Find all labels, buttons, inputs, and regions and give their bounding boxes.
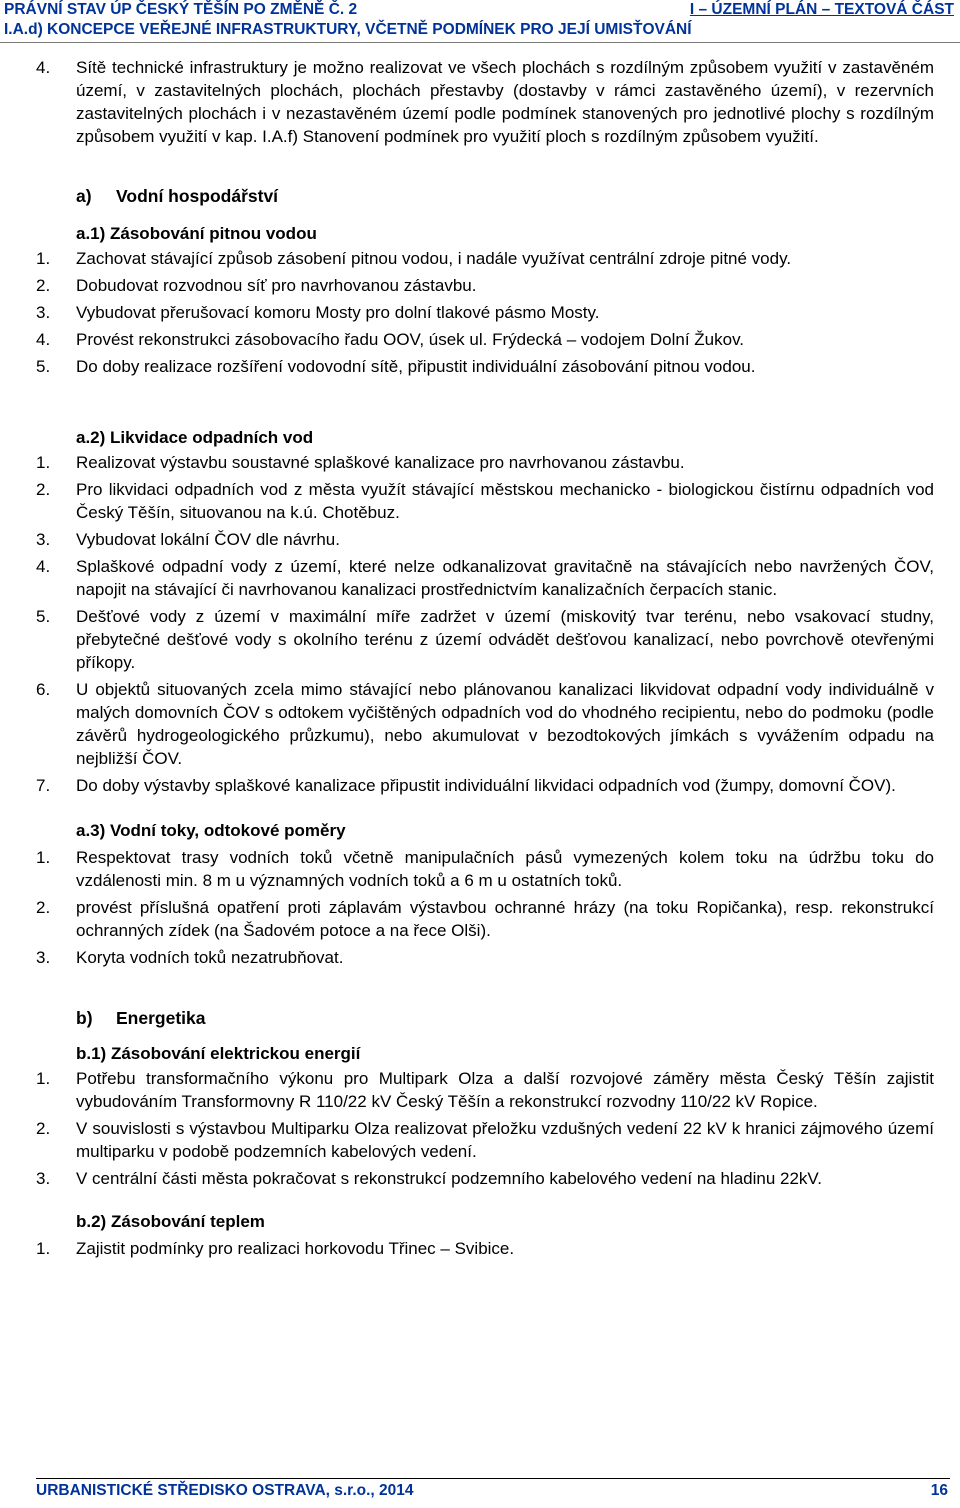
list-item <box>0 1237 960 1260</box>
item-number: 1. <box>36 1239 51 1258</box>
list-item <box>0 328 960 351</box>
item-number: 3. <box>36 948 51 967</box>
item-text: Respektovat trasy vodních toků včetně manipulačních pásů vymezených kolem toku na údržbu toku do vzdálenosti min. 8 m u významných vodních toků a 6 m u ostatních toků. <box>76 848 934 890</box>
list-item <box>0 946 960 969</box>
list-item <box>0 555 960 601</box>
section-b-heading <box>0 1007 960 1030</box>
list-item <box>0 528 960 551</box>
item-number: 6. <box>36 680 51 699</box>
item-text: Potřebu transformačního výkonu pro Multipark Olza a další rozvojové záměry města Český Těšín zajistit vybudováním Transformovny R 110/22 kV Český Těšín a rekonstrukcí rozvodny 110/22 kV Ropice. <box>76 1069 934 1111</box>
list-item <box>0 605 960 674</box>
item-text: Provést rekonstrukci zásobovacího řadu OOV, úsek ul. Frýdecká – vodojem Dolní Žukov. <box>76 330 745 349</box>
subsection-b2-title: b.2) Zásobování teplem <box>76 1212 265 1231</box>
item-text: Do doby realizace rozšíření vodovodní sítě, připustit individuální zásobování pitnou vodou. <box>76 357 756 376</box>
item-text: Koryta vodních toků nezatrubňovat. <box>76 948 344 967</box>
footer-company: URBANISTICKÉ STŘEDISKO OSTRAVA, s.r.o., 2014 <box>36 1482 414 1499</box>
page-header <box>0 0 960 44</box>
item-text: Dobudovat rozvodnou síť pro navrhovanou zástavbu. <box>76 276 477 295</box>
list-item <box>0 1117 960 1163</box>
list-item <box>0 451 960 474</box>
item-text: Zachovat stávající způsob zásobení pitnou vodou, i nadále využívat centrální zdroje pitné vody. <box>76 249 792 268</box>
item-number: 1. <box>36 453 51 472</box>
subsection-a2-title: a.2) Likvidace odpadních vod <box>76 428 314 447</box>
section-a-heading <box>0 185 960 208</box>
item-text: Realizovat výstavbu soustavné splaškové kanalizace pro navrhovanou zástavbu. <box>76 453 685 472</box>
item-number: 4. <box>36 557 51 576</box>
item-text: Do doby výstavby splaškové kanalizace připustit individuální likvidaci odpadních vod (žumpy, domovní ČOV). <box>76 776 896 795</box>
list-a1 <box>0 247 960 378</box>
item-text: V souvislosti s výstavbou Multiparku Olza realizovat přeložku vzdušných vedení 22 kV k hranici zájmového území multiparku v podobě podzemních kabelových vedení. <box>76 1119 934 1161</box>
item-number: 4. <box>36 330 51 349</box>
list-item <box>0 247 960 270</box>
item-text: provést příslušná opatření proti záplavám výstavbou ochranné hrázy (na toku Ropičanka), resp. rekonstrukcí ochranných zídek (na Šadovém potoce a na řece Olši). <box>76 898 934 940</box>
list-item <box>0 774 960 797</box>
footer-divider <box>36 1478 950 1479</box>
item-text: Sítě technické infrastruktury je možno realizovat ve všech plochách s rozdílným způsobem využití v zastavěném území, v zastavitelných plochách, plochách přestavby (dostavby v rámci zastavěného území), v rezervních zastavitelných plochách i v nezastavěném území podle podmínek stanovených pro jednotlivé plochy s rozdílným způsobem využití v kap. I.A.f) Stanovení podmínek pro využití ploch s rozdílným způsobem využití. <box>76 58 934 146</box>
item-number: 2. <box>36 1119 51 1138</box>
list-b2 <box>0 1237 960 1260</box>
section-title: Vodní hospodářství <box>116 186 279 206</box>
list-item <box>0 301 960 324</box>
item-number: 3. <box>36 303 51 322</box>
list-item <box>0 678 960 770</box>
subsection-a3-title: a.3) Vodní toky, odtokové poměry <box>76 821 346 840</box>
list-item <box>0 274 960 297</box>
item-number: 2. <box>36 480 51 499</box>
list-item <box>0 355 960 378</box>
list-item <box>0 1167 960 1190</box>
item-text: Splaškové odpadní vody z území, které nelze odkanalizovat gravitačně na stávajících nebo navržených ČOV, napojit na stávající či navrhovanou kanalizaci prostřednictvím kanalizačních čerpacích stanic. <box>76 557 934 599</box>
item-number: 1. <box>36 848 51 867</box>
header-part-title: I – ÚZEMNÍ PLÁN – TEXTOVÁ ČÁST <box>689 1 954 18</box>
item-text: Zajistit podmínky pro realizaci horkovodu Třinec – Svibice. <box>76 1239 515 1258</box>
list-item <box>0 1067 960 1113</box>
header-divider <box>0 42 960 43</box>
list-item <box>0 478 960 524</box>
page-number: 16 <box>930 1482 948 1499</box>
page-content <box>0 56 960 1260</box>
section-label: b) <box>76 1008 93 1028</box>
subsection-b1-title: b.1) Zásobování elektrickou energií <box>76 1044 361 1063</box>
header-document-title: PRÁVNÍ STAV ÚP ČESKÝ TĚŠÍN PO ZMĚNĚ Č. 2 <box>4 1 358 18</box>
list-a3 <box>0 846 960 969</box>
item-number: 5. <box>36 357 51 376</box>
item-number: 1. <box>36 1069 51 1088</box>
item-text: V centrální části města pokračovat s rekonstrukcí podzemního kabelového vedení na hladinu 22kV. <box>76 1169 822 1188</box>
section-title: Energetika <box>116 1008 206 1028</box>
header-chapter-title: I.A.d) KONCEPCE VEŘEJNÉ INFRASTRUKTURY, VČETNĚ PODMÍNEK PRO JEJÍ UMISŤOVÁNÍ <box>4 21 692 38</box>
list-item <box>0 846 960 892</box>
item-number: 5. <box>36 607 51 626</box>
list-item <box>0 896 960 942</box>
item-text: Dešťové vody z území v maximální míře zadržet v území (miskovitý tvar terénu, nebo vsakovací studny, přebytečné dešťové vody s okolního terénu z území odvádět dešťovou kanalizací, nebo povrchově otevřenými příkopy. <box>76 607 934 672</box>
section-label: a) <box>76 186 92 206</box>
list-a2 <box>0 451 960 797</box>
item-text: Pro likvidaci odpadních vod z města využít stávající městskou mechanicko - biologickou čistírnu odpadních vod Český Těšín, situovanou na k.ú. Chotěbuz. <box>76 480 934 522</box>
item-number: 3. <box>36 530 51 549</box>
item-text: Vybudovat lokální ČOV dle návrhu. <box>76 530 340 549</box>
item-text: U objektů situovaných zcela mimo stávající nebo plánovanou kanalizaci likvidovat odpadní vody individuálně v malých domovních ČOV s odtokem vyčištěných odpadních vod do vhodného recipientu, nebo do podmoku (podle závěrů hydrogeologického průzkumu), nebo akumulovat v bezodtokových jímkách s vyvážením odpadu na nejbližší ČOV. <box>76 680 934 768</box>
item-number: 7. <box>36 776 51 795</box>
item-number: 3. <box>36 1169 51 1188</box>
item-number: 1. <box>36 249 51 268</box>
subsection-a1-title: a.1) Zásobování pitnou vodou <box>76 224 317 243</box>
intro-paragraph <box>0 56 960 148</box>
item-number: 4. <box>36 58 51 77</box>
list-b1 <box>0 1067 960 1190</box>
item-number: 2. <box>36 898 51 917</box>
item-text: Vybudovat přerušovací komoru Mosty pro dolní tlakové pásmo Mosty. <box>76 303 600 322</box>
item-number: 2. <box>36 276 51 295</box>
